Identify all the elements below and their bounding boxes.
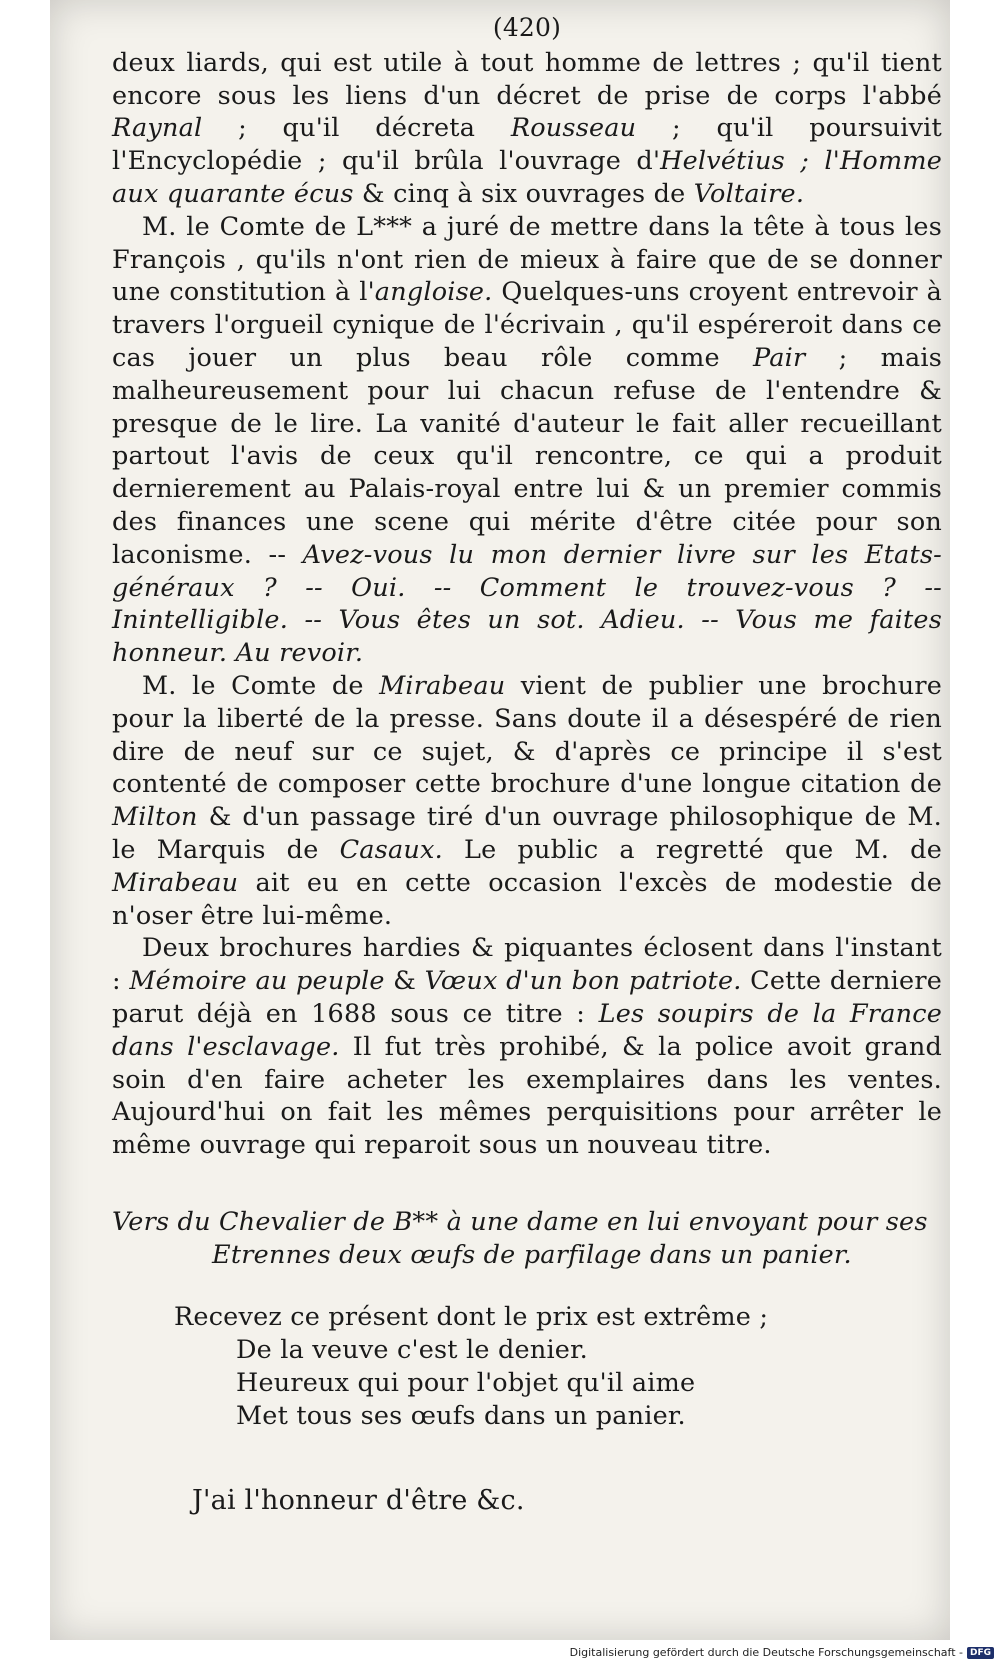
text-run: Quelques-uns croyent entrevoir à travers l'orgueil cynique de l'écrivain , qu'il espéreroit dans ce cas jouer un plus beau rôle comme [112, 277, 942, 373]
text-run: Deux brochures hardies & piquantes éclosent dans l'instant : [112, 933, 942, 997]
italic-run: Les soupirs de la France dans l'esclavage. [112, 998, 942, 1062]
text-run: ; qu'il décreta [202, 113, 511, 144]
text-run: & d'un passage tiré d'un ouvrage philosophique de M. le Marquis de [112, 802, 942, 865]
poem-verse-3: Heureux qui pour l'objet qu'il aime [236, 1368, 696, 1399]
text-run: & [384, 966, 425, 997]
italic-run: Rousseau [510, 113, 637, 144]
text-run: ; mais malheureusement pour lui chacun refuse de l'entendre & presque de le lire. La vanité d'auteur le fait aller recueillant partout l'avis de ceux qu'il rencontre, ce qui a produit dernierement au Palais-royal entre lui & un premier commis des finances une scene qui mérite d'être citée pour son laconisme. -- [112, 342, 943, 570]
poem-verse-4: Met tous ses œufs dans un panier. [236, 1400, 686, 1431]
poem-verse-1: Recevez ce présent dont le prix est extrême ; [174, 1302, 769, 1333]
paragraph-4 [112, 932, 942, 1162]
text-run: ait eu en cette occasion l'excès de modestie de n'oser être lui-même. [112, 867, 942, 931]
italic-run: Milton [112, 802, 198, 833]
poem [112, 1301, 942, 1432]
text-run: M. le Comte de L*** a juré de mettre dans la tête à tous les François , qu'ils n'ont rien de mieux à faire que de se donner une constitution à l' [112, 211, 942, 308]
text-run: ; qu'il poursuivit l'Encyclopédie ; qu'il brûla l'ouvrage d' [112, 113, 942, 177]
italic-run: Pair [753, 342, 806, 373]
italic-run: Raynal [112, 113, 203, 144]
dfg-logo-icon: DFG [967, 1647, 994, 1659]
paragraph-1 [112, 47, 942, 211]
italic-run: Mirabeau [112, 867, 239, 898]
italic-run: angloise. [374, 277, 493, 308]
body-paragraphs [112, 47, 942, 1162]
text-run: Il fut très prohibé, & la police avoit grand soin d'en faire acheter les exemplaires dans les ventes. Aujourd'hui on fait les mêmes perquisitions pour arrêter le même ouvrage qui reparoit sous un nouveau titre. [112, 1031, 942, 1161]
poem-heading-line-2: Etrennes deux œufs de parfilage dans un panier. [212, 1239, 852, 1270]
paragraph-3 [112, 670, 942, 932]
scanned-page [50, 0, 950, 1640]
italic-run: Mémoire au peuple [129, 966, 385, 997]
text-run: Le public a regretté que M. de [442, 834, 942, 865]
italic-run: Vœux d'un bon patriote. [424, 966, 742, 997]
text-run: deux liards, qui est utile à tout homme de lettres ; qu'il tient encore sous les liens d'un décret de prise de corps l'abbé [112, 47, 942, 111]
italic-run: Mirabeau [379, 670, 506, 701]
poem-heading [112, 1206, 942, 1272]
text-run: Cette derniere parut déjà en 1688 sous ce titre : [112, 966, 942, 1029]
funding-footer [570, 1646, 994, 1659]
text-run: vient de publier une brochure pour la liberté de la presse. Sans doute il a désespéré de rien dire de neuf sur ce sujet, & d'après ce principe il s'est contenté de composer cette brochure d'une longue citation de [112, 670, 943, 800]
page-text [112, 12, 942, 1517]
italic-run: Casaux. [339, 834, 443, 865]
poem-heading-line-1: Vers du Chevalier de B** à une dame en lui envoyant pour ses [112, 1206, 928, 1237]
italic-run: Avez-vous lu mon dernier livre sur les Etats-généraux ? -- Oui. -- Comment le trouvez-vous ? -- Inintelligible. -- Vous êtes un sot. Adieu. -- Vous me faites honneur. Au revoir. [112, 539, 942, 669]
funding-text: Digitalisierung gefördert durch die Deutsche Forschungsgemeinschaft - [569, 1646, 963, 1659]
italic-run: Voltaire. [693, 178, 805, 209]
paragraph-2 [112, 211, 942, 670]
text-run: & cinq à six ouvrages de [353, 178, 694, 209]
closing-line: J'ai l'honneur d'être &c. [192, 1484, 525, 1516]
text-run: M. le Comte de [142, 670, 380, 701]
poem-verse-2: De la veuve c'est le denier. [236, 1335, 588, 1366]
page-number: (420) [492, 13, 562, 42]
italic-run: Helvétius ; l'Homme aux quarante écus [112, 146, 943, 209]
